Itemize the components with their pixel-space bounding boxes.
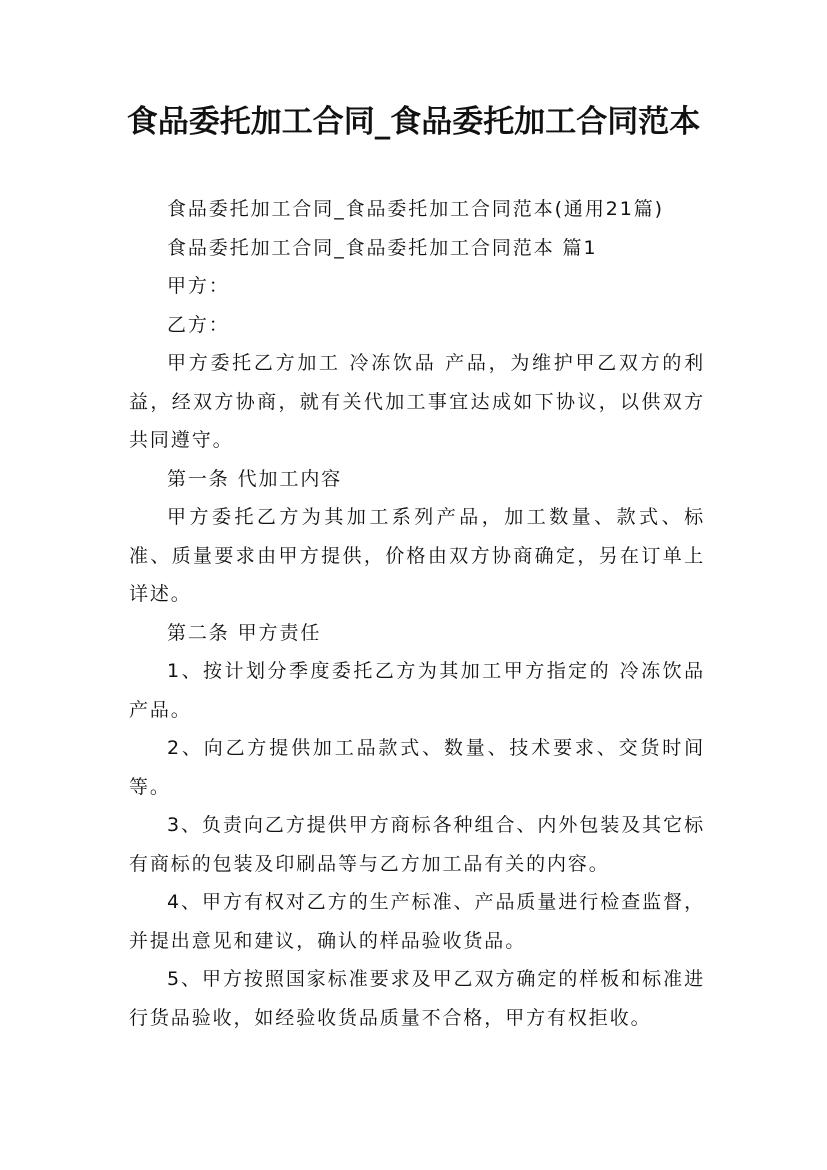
paragraph-preamble: 甲方委托乙方加工 冷冻饮品 产品，为维护甲乙双方的利益，经双方协商，就有关代加工事宜达成如下协议，以供双方共同遵守。 bbox=[129, 352, 705, 451]
document-title: 食品委托加工合同_食品委托加工合同范本 bbox=[126, 104, 701, 140]
paragraph-article-2-heading: 第二条 甲方责任 bbox=[167, 621, 322, 644]
document-body bbox=[129, 190, 705, 1037]
paragraph-item-5: 5、甲方按照国家标准要求及甲乙双方确定的样板和标准进行货品验收，如经验收货品质量不合格，甲方有权拒收。 bbox=[129, 968, 705, 1029]
paragraph-item-4: 4、甲方有权对乙方的生产标准、产品质量进行检查监督，并提出意见和建议，确认的样品验收货品。 bbox=[129, 891, 705, 952]
paragraph-article-1-body: 甲方委托乙方为其加工系列产品，加工数量、款式、标准、质量要求由甲方提供，价格由双方协商确定，另在订单上详述。 bbox=[129, 506, 705, 605]
paragraph-section-heading: 食品委托加工合同_食品委托加工合同范本 篇1 bbox=[167, 236, 598, 259]
paragraph-item-3: 3、负责向乙方提供甲方商标各种组合、内外包装及其它标有商标的包装及印刷品等与乙方加工品有关的内容。 bbox=[129, 814, 705, 875]
paragraph-party-a: 甲方： bbox=[167, 275, 230, 297]
paragraph-party-b: 乙方： bbox=[167, 313, 230, 336]
paragraph-subtitle: 食品委托加工合同_食品委托加工合同范本(通用21篇) bbox=[167, 198, 664, 220]
paragraph-article-1-heading: 第一条 代加工内容 bbox=[167, 467, 343, 490]
paragraph-item-2: 2、向乙方提供加工品款式、数量、技术要求、交货时间等。 bbox=[129, 737, 705, 798]
paragraph-item-1: 1、按计划分季度委托乙方为其加工甲方指定的 冷冻饮品 产品。 bbox=[129, 660, 705, 721]
